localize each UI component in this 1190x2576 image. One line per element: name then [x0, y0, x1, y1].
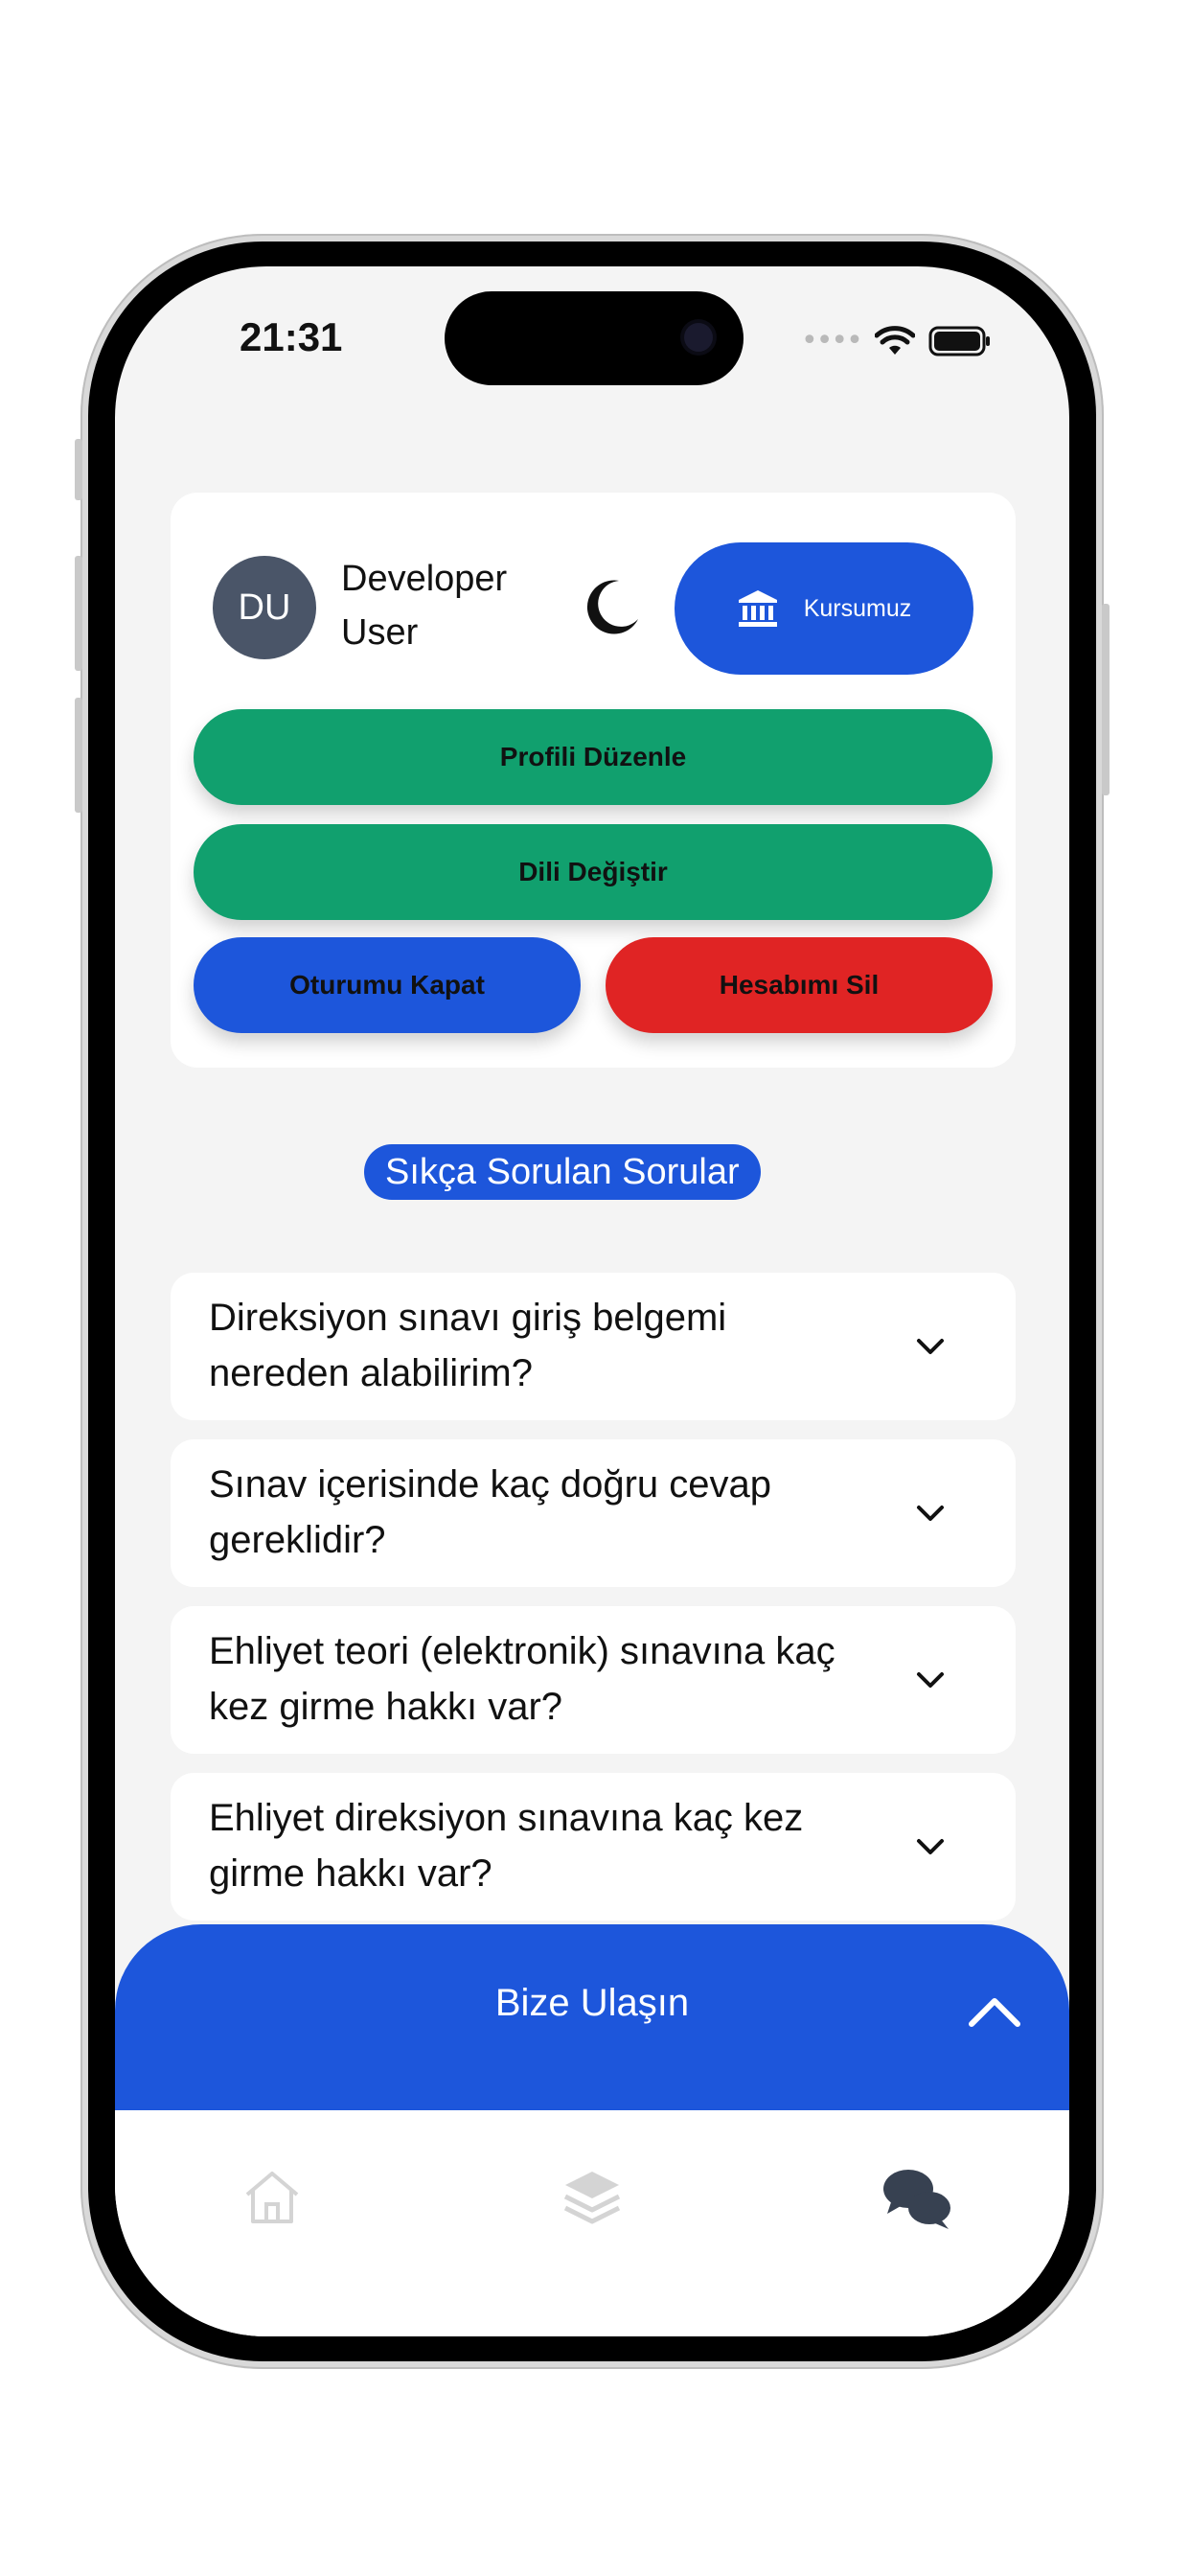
chevron-down-icon[interactable] [914, 1330, 947, 1363]
side-button [75, 556, 82, 671]
status-indicators [801, 324, 992, 357]
course-button[interactable] [675, 542, 973, 675]
edit-profile-label: Profili Düzenle [499, 742, 687, 771]
logout-button[interactable] [194, 937, 581, 1033]
side-button [75, 439, 82, 500]
faq-question: Direksiyon sınavı giriş belgemi nereden alabilirim? [209, 1297, 727, 1394]
delete-account-button[interactable] [606, 937, 993, 1033]
contact-panel[interactable] [115, 1924, 1069, 2116]
chat-icon[interactable] [881, 2166, 954, 2233]
chevron-down-icon[interactable] [914, 1497, 947, 1530]
contact-label: Bize Ulaşın [494, 1982, 690, 2024]
faq-question: Ehliyet teori (elektronik) sınavına kaç kez girme hakkı var? [209, 1630, 835, 1728]
wifi-icon [875, 326, 915, 356]
battery-icon [928, 325, 992, 357]
moon-icon[interactable] [581, 577, 642, 638]
side-button [75, 698, 82, 813]
logout-label: Oturumu Kapat [289, 970, 485, 1000]
faq-item[interactable] [171, 1606, 1016, 1754]
dynamic-island [445, 291, 744, 385]
avatar[interactable]: DU [213, 556, 316, 659]
course-button-label: Kursumuz [803, 594, 912, 622]
edit-profile-button[interactable] [194, 709, 993, 805]
faq-item[interactable] [171, 1773, 1016, 1920]
faq-item[interactable] [171, 1439, 1016, 1587]
side-button [1102, 604, 1110, 795]
faq-question: Ehliyet direksiyon sınavına kaç kez girme hakkı var? [209, 1797, 804, 1895]
user-name [341, 552, 533, 659]
camera-icon [684, 323, 713, 352]
status-time: 21:31 [240, 314, 343, 359]
faq-title: Sıkça Sorulan Sorular [364, 1144, 761, 1200]
profile-card [171, 493, 1016, 1068]
faq-question: Sınav içerisinde kaç doğru cevap gereklidir? [209, 1463, 771, 1561]
change-language-label: Dili Değiştir [518, 857, 668, 886]
bank-icon [737, 588, 779, 629]
user-name-line: Developer [341, 559, 508, 599]
screen [115, 266, 1069, 2336]
layers-icon[interactable] [561, 2166, 623, 2227]
faq-item[interactable] [171, 1273, 1016, 1420]
chevron-down-icon[interactable] [914, 1830, 947, 1863]
change-language-button[interactable] [194, 824, 993, 920]
chevron-up-icon[interactable] [968, 1993, 1021, 2028]
chevron-down-icon[interactable] [914, 1664, 947, 1696]
home-icon[interactable] [241, 2166, 303, 2227]
user-name-line: User [341, 612, 419, 653]
signal-icon: •••• [801, 324, 861, 357]
delete-account-label: Hesabımı Sil [719, 970, 880, 1000]
tab-bar [115, 2110, 1069, 2336]
